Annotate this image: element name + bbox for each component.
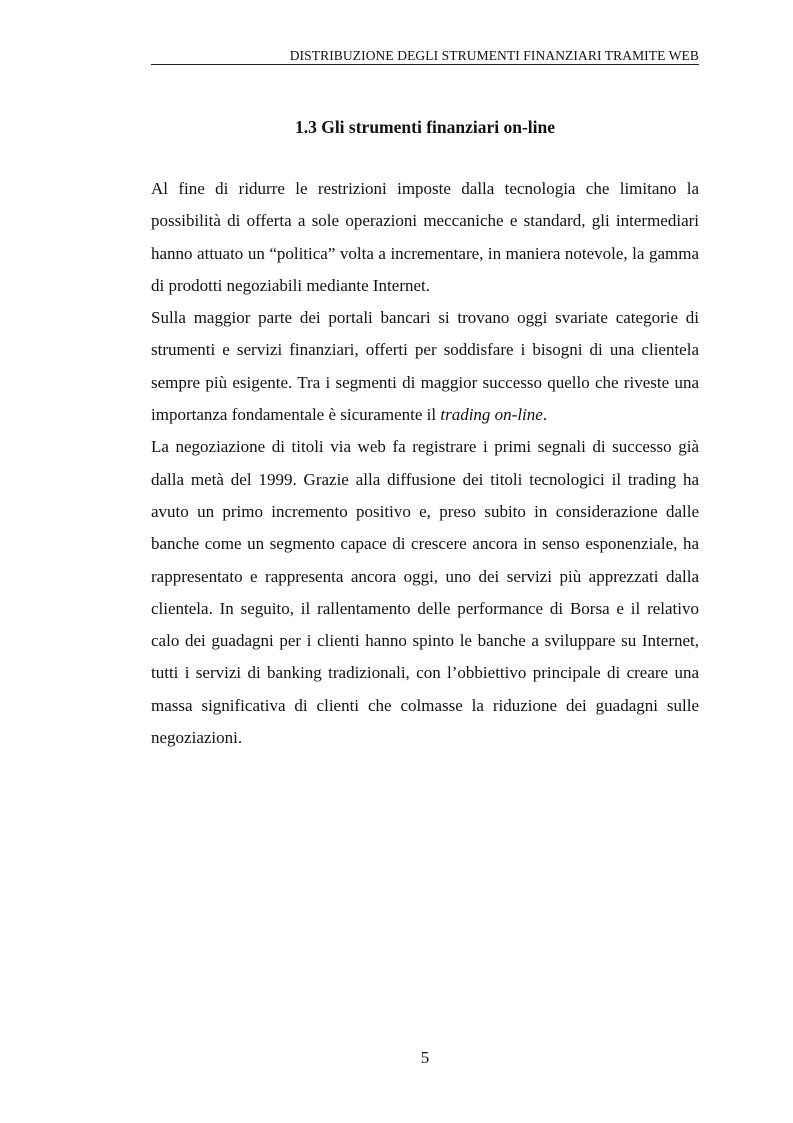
paragraph-1: Al fine di ridurre le restrizioni imposte dalla tecnologia che limitano la possibilità di offerta a sole operazioni meccaniche e standard, gli intermediari hanno attuato un “politica” volta a incrementare, in maniera notevole, la gamma di prodotti negoziabili mediante Internet. (151, 179, 699, 295)
paragraph-2 (151, 302, 699, 431)
header-rule (151, 64, 699, 65)
paragraph-3: La negoziazione di titoli via web fa registrare i primi segnali di successo già dalla metà del 1999. Grazie alla diffusione dei titoli tecnologici il trading ha avuto un primo incremento positivo e, preso subito in considerazione dalle banche come un segmento capace di crescere ancora in senso esponenziale, ha rappresentato e rappresenta ancora oggi, uno dei servizi più apprezzati dalla clientela. In seguito, il rallentamento delle performance di Borsa e il relativo calo dei guadagni per i clienti hanno spinto le banche a sviluppare su Internet, tutti i servizi di banking tradizionali, con l’obbiettivo principale di creare una massa significativa di clienti che colmasse la riduzione dei guadagni sulle negoziazioni. (151, 437, 699, 748)
body-text (151, 173, 699, 754)
section-title: 1.3 Gli strumenti finanziari on-line (294, 117, 556, 137)
running-header: DISTRIBUZIONE DEGLI STRUMENTI FINANZIARI TRAMITE WEB (289, 48, 699, 63)
paragraph-2-end: . (542, 405, 548, 425)
page-number: 5 (420, 1048, 430, 1067)
paragraph-2-term: trading on-line (440, 405, 543, 425)
paragraph-2-text: Sulla maggior parte dei portali bancari si trovano oggi svariate categorie di strumenti e servizi finanziari, offerti per soddisfare i bisogni di una clientela sempre più esigente. Tra i segmenti di maggior successo quello che riveste una importanza fondamentale è sicuramente il (151, 308, 699, 425)
